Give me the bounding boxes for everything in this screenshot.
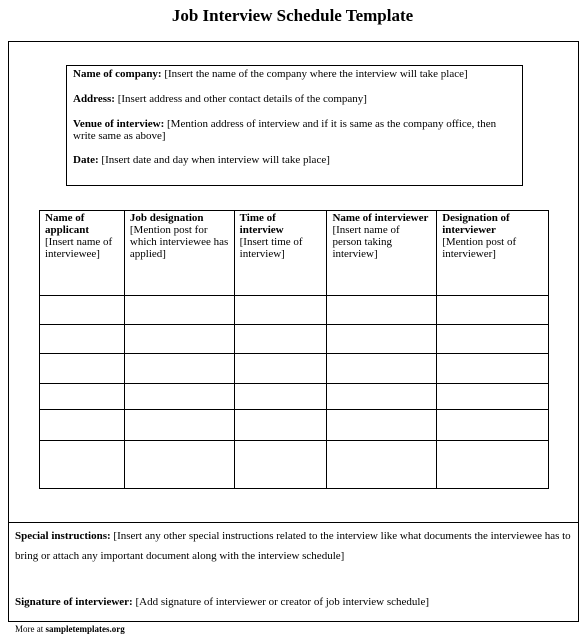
table-cell[interactable] [124,410,234,441]
table-row [40,354,549,384]
table-cell[interactable] [437,354,549,384]
table-cell[interactable] [124,325,234,354]
table-cell[interactable] [327,296,437,325]
special-value: [Insert any other special instructions related to the interview like what documents the interviewee has to bring or attach any important document along with the interview schedule] [15,530,571,562]
header-title: Designation of interviewer [442,212,510,236]
company-value: [Insert the name of the company where the interview will take place] [164,68,468,80]
table-cell[interactable] [327,410,437,441]
table-cell[interactable] [437,384,549,410]
header-title: Name of interviewer [332,212,429,224]
table-cell[interactable] [437,325,549,354]
header-note: [Mention post for which interviewee has applied] [129,224,229,260]
table-cell[interactable] [437,410,549,441]
table-cell[interactable] [124,354,234,384]
table-row [40,410,549,441]
table-cell[interactable] [40,441,125,489]
table-row [40,325,549,354]
venue-value: [Mention address of interview and if it is same as the company office, then write same as above] [73,118,497,142]
venue-label: Venue of interview: [73,118,165,130]
table-header-row [40,211,549,296]
header-note: [Insert time of interview] [239,236,303,260]
signature-label: Signature of interviewer: [15,596,133,608]
table-cell[interactable] [234,410,327,441]
table-cell[interactable] [40,296,125,325]
date-line [73,154,516,166]
date-value: [Insert date and day when interview will take place] [101,154,330,166]
header-time [234,211,327,296]
table-cell[interactable] [437,441,549,489]
signature-line [15,596,429,608]
company-label: Name of company: [73,68,162,80]
table-cell[interactable] [40,325,125,354]
table-cell[interactable] [234,354,327,384]
header-title: Name of applicant [45,212,90,236]
table-cell[interactable] [234,441,327,489]
table-cell[interactable] [327,354,437,384]
table-cell[interactable] [124,441,234,489]
header-title: Job designation [129,212,204,224]
table-cell[interactable] [327,384,437,410]
table-cell[interactable] [40,384,125,410]
table-cell[interactable] [40,410,125,441]
header-applicant [40,211,125,296]
page-title: Job Interview Schedule Template [171,6,414,25]
header-job-designation [124,211,234,296]
footer-prefix: More at [15,624,44,634]
header-note: [Insert name of interviewee] [45,236,113,260]
header-interviewer-designation [437,211,549,296]
table-cell[interactable] [437,296,549,325]
address-value: [Insert address and other contact details of the company] [117,93,367,105]
company-info-box [66,65,523,186]
table-cell[interactable] [40,354,125,384]
table-cell[interactable] [234,384,327,410]
table-cell[interactable] [327,441,437,489]
table-cell[interactable] [234,296,327,325]
date-label: Date: [73,154,99,166]
header-interviewer-name [327,211,437,296]
header-note: [Insert name of person taking interview] [332,224,400,260]
special-label: Special instructions: [15,530,111,542]
address-line [73,93,516,105]
signature-value: [Add signature of interviewer or creator of job interview schedule] [135,596,429,608]
venue-line [73,118,516,142]
company-line [73,68,516,80]
schedule-table [39,210,549,489]
table-row [40,384,549,410]
table-cell[interactable] [124,296,234,325]
table-cell[interactable] [327,325,437,354]
table-cell[interactable] [234,325,327,354]
header-title: Time of interview [239,212,284,236]
table-row [40,441,549,489]
table-row [40,296,549,325]
table-cell[interactable] [124,384,234,410]
footer-credit [15,624,125,634]
address-label: Address: [73,93,115,105]
footer-site-link[interactable]: sampletemplates.org [45,624,125,634]
header-note: [Mention post of interviewer] [442,236,517,260]
